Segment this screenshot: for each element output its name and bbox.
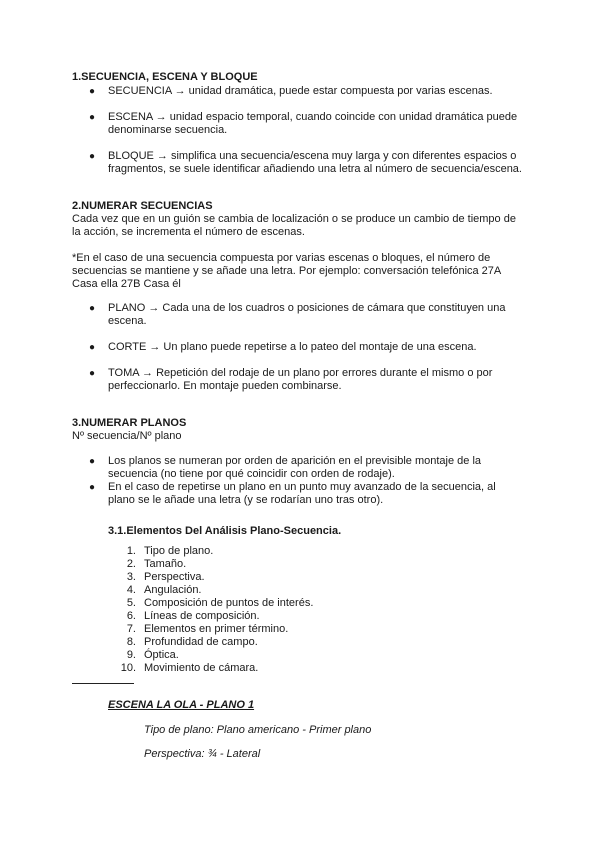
paragraph: *En el caso de una secuencia compuesta por varias escenas o bloques, el número de secuencias se mantiene y se añade una letra. Por ejemplo: conversación telefónica 27A Casa ella 27B Casa él [72, 252, 502, 290]
list-item-text: Tipo de plano. [144, 545, 214, 557]
scene-line: Tipo de plano: Plano americano - Primer plano [144, 724, 372, 736]
section-3-subtitle: Nº secuencia/Nº plano [72, 430, 182, 442]
list-item-text: Elementos en primer término. [144, 623, 289, 635]
list-number: 7. [126, 623, 136, 635]
list-item-text: Movimiento de cámara. [144, 662, 259, 674]
list-item-text: Profundidad de campo. [144, 636, 258, 648]
section-1-title: 1.SECUENCIA, ESCENA Y BLOQUE [72, 71, 258, 83]
list-number: 8. [126, 636, 136, 648]
list-item-text: Composición de puntos de interés. [144, 597, 314, 609]
bullet-icon: ● [88, 456, 96, 467]
bullet-icon: ● [88, 303, 96, 314]
list-number: 1. [126, 545, 136, 557]
list-number: 5. [126, 597, 136, 609]
bullet-icon: ● [88, 112, 96, 123]
list-item-text: Tamaño. [144, 558, 187, 570]
list-item: Los planos se numeran por orden de aparición en el previsible montaje de la secuencia (no tiene por qué coincidir con orden de rodaje). [108, 455, 482, 480]
paragraph: Cada vez que en un guión se cambia de localización o se produce un cambio de tiempo de la acción, se incrementa el número de escenas. [72, 213, 516, 238]
list-item: PLANO → Cada una de los cuadros o posiciones de cámara que constituyen una escena. [108, 302, 506, 327]
list-number: 6. [126, 610, 136, 622]
scene-line: Perspectiva: ¾ - Lateral [144, 748, 261, 760]
horizontal-rule [72, 683, 134, 684]
list-item-text: Líneas de composición. [144, 610, 260, 622]
list-number: 4. [126, 584, 136, 596]
bullet-icon: ● [88, 86, 96, 97]
list-number: 3. [126, 571, 136, 583]
list-number: 10. [120, 662, 136, 674]
list-item: TOMA → Repetición del rodaje de un plano por errores durante el mismo o por perfeccionarlo. En montaje pueden combinarse. [108, 367, 493, 392]
list-item-text: Perspectiva. [144, 571, 205, 583]
list-item: En el caso de repetirse un plano en un punto muy avanzado de la secuencia, al plano se le añade una letra (y se rodarían uno tras otro). [108, 481, 496, 506]
subsection-title: 3.1.Elementos Del Análisis Plano-Secuencia. [108, 525, 342, 537]
list-item: CORTE → Un plano puede repetirse a lo pateo del montaje de una escena. [108, 341, 477, 353]
bullet-icon: ● [88, 482, 96, 493]
list-item: ESCENA → unidad espacio temporal, cuando coincide con unidad dramática puede denominarse secuencia. [108, 111, 518, 136]
list-item: SECUENCIA → unidad dramática, puede estar compuesta por varias escenas. [108, 85, 493, 97]
list-number: 9. [126, 649, 136, 661]
list-item-text: Angulación. [144, 584, 202, 596]
list-item-text: Óptica. [144, 649, 179, 661]
section-3-title: 3.NUMERAR PLANOS [72, 417, 187, 429]
list-item: BLOQUE → simplifica una secuencia/escena muy larga y con diferentes espacios o fragmentos, se suele identificar añadiendo una letra al número de secuencia/escena. [108, 150, 522, 175]
bullet-icon: ● [88, 151, 96, 162]
scene-heading: ESCENA LA OLA - PLANO 1 [108, 699, 255, 711]
list-number: 2. [126, 558, 136, 570]
bullet-icon: ● [88, 342, 96, 353]
section-2-title: 2.NUMERAR SECUENCIAS [72, 200, 213, 212]
bullet-icon: ● [88, 368, 96, 379]
